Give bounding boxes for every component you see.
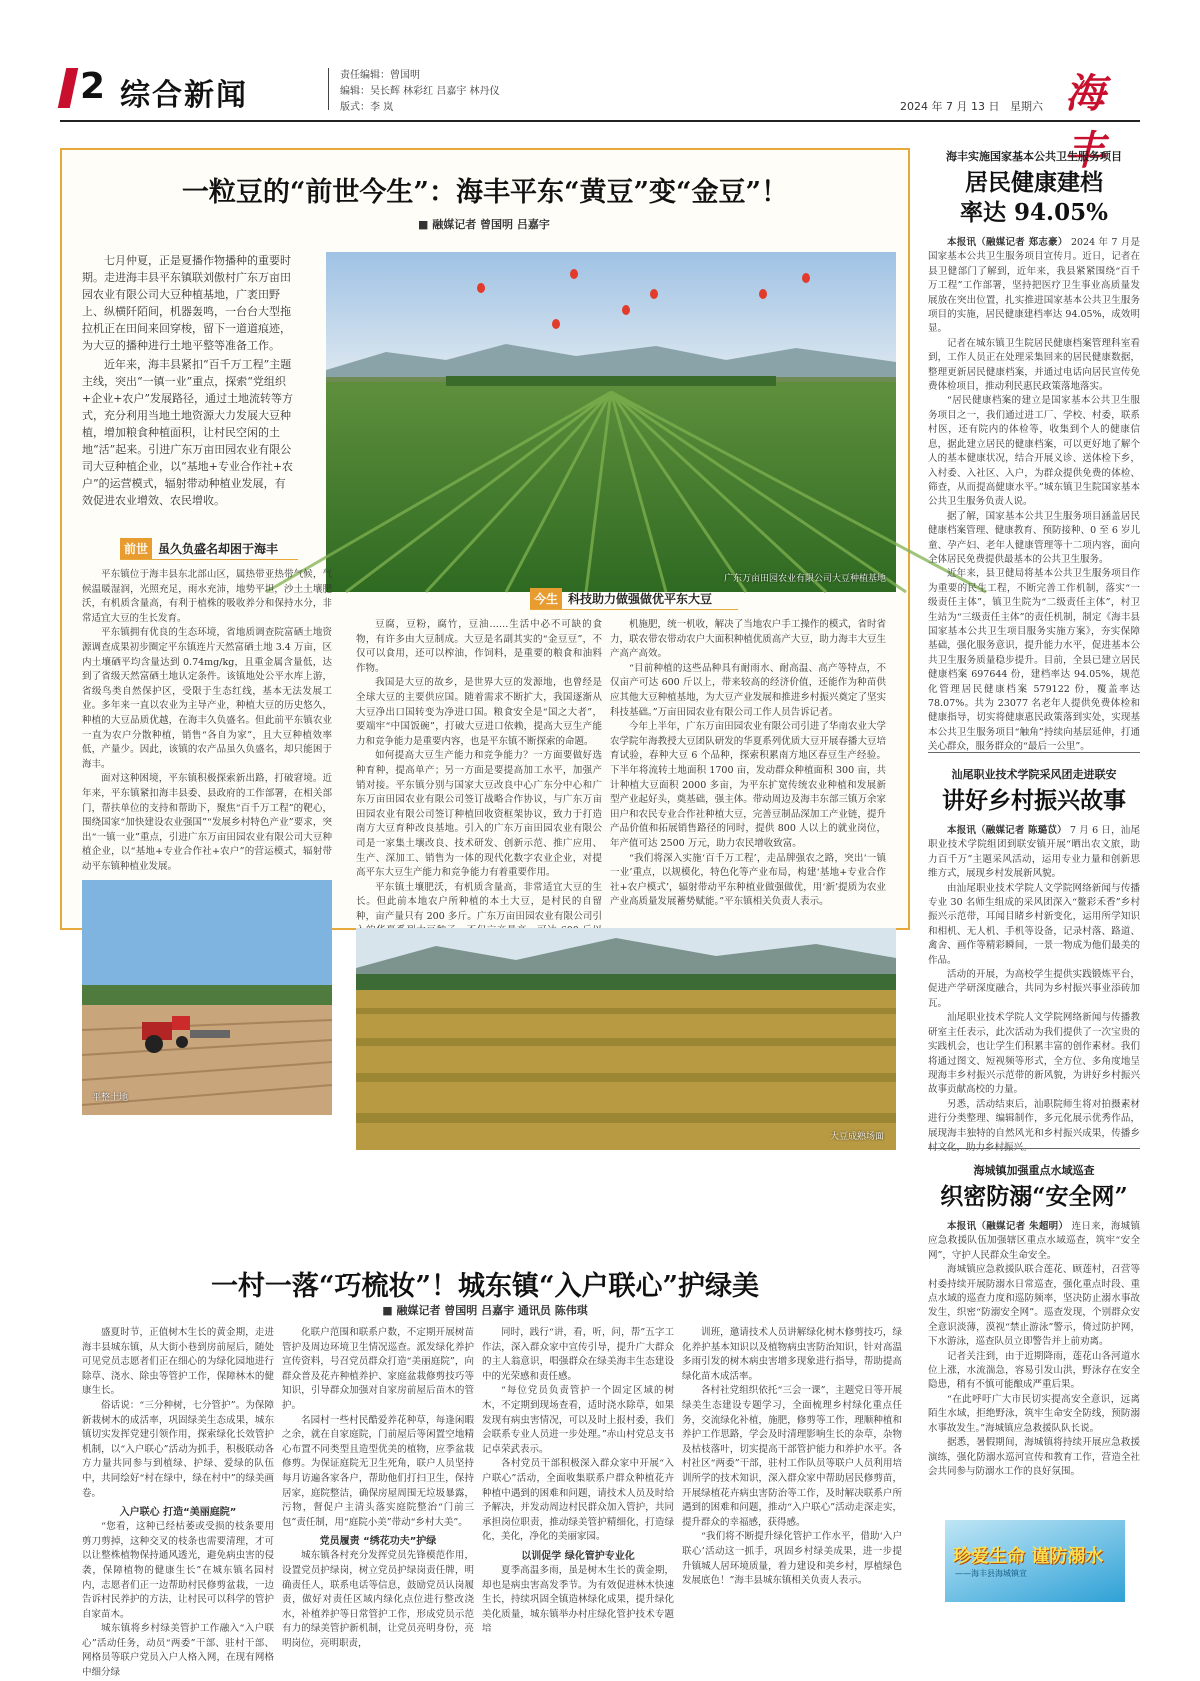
credit-line: 责任编辑：曾国明 xyxy=(340,70,420,81)
banner-subtitle: ——海丰县海城镇宣 xyxy=(955,1569,1027,1578)
story-byline: 本报讯（融媒记者 陈璐苡） xyxy=(947,825,1067,836)
story-byline: 本报讯（融媒记者 朱超明） xyxy=(947,1221,1069,1232)
story-body xyxy=(928,236,1140,772)
paragraph: “在此呼吁广大市民切实提高安全意识，远离陌生水域，拒绝野泳，筑牢生命安全防线，预防溺水事故发生。”海城镇应急救援队队长说。 xyxy=(928,1393,1140,1434)
paragraph: 平东镇位于海丰县东北部山区，属热带亚热带气候，气候温暖湿润，光照充足，雨水充沛，地势平坦，沙土土壤肥沃，有机质含量高，有利于植株的吸收养分和保持水分，非常适宜大豆的生长发育。 xyxy=(82,569,332,624)
paragraph: “目前种植的这些品种具有耐雨水、耐高温、高产等特点，不仅亩产可达 600 斤以上，带来较高的经济价值，还能作为种苗供应其他大豆种植基地，为大豆产业发展和推进乡村振兴奠定了坚实科技基础。”万亩田园农业有限公司工作人员告诉记者。 xyxy=(610,662,886,718)
paragraph: 我国是大豆的故乡，是世界大豆的发源地，也曾经是全球大豆的主要供应国。随着需求不断扩大，我国逐渐从大豆净出口国转变为净进口国。粮食安全是“国之大者”，要端牢“中国饭碗”，打破大豆进口依赖，提高大豆生产能力和竞争能力是重要内容，也是平东镇不断探索的命题。 xyxy=(356,677,602,747)
section-heading: 党员履责 “绣花功夫”护绿 xyxy=(319,1536,437,1548)
lead-story-title: 一粒豆的“前世今生”：海丰平东“黄豆”变“金豆”！ xyxy=(181,177,789,208)
headline-line: 率达 94.05% xyxy=(960,199,1108,226)
subhead-title: 科技助力做强做优平东大豆 xyxy=(568,592,713,606)
paragraph: 汕尾职业技术学院人文学院网络新闻与传播教研室主任表示，此次活动为我们提供了一次宝贵的实践机会，也让学生们积累丰富的创作素材。我们将通过图文、短视频等形式，全方位、多角度地呈现海丰乡村振兴示范带的新风貌，为讲好乡村振兴故事贡献高校的力量。 xyxy=(928,1012,1140,1096)
paragraph: 各村党员干部积极深入群众家中开展“入户联心”活动，全面收集联系户群众种植花卉种植中遇到的困难和问题，请技术人员及时给予解决，并发动周边村民群众加入管护，共同承担岗位职责，推动绿美管护精细化，打造绿化，美化，净化的美丽家园。 xyxy=(482,1458,674,1543)
drowning-safety-banner xyxy=(945,1520,1125,1602)
photo-caption: 大豆成熟场面 xyxy=(829,1132,884,1142)
headline-line: 居民健康建档 xyxy=(965,169,1103,196)
paragraph: 活动的开展，为高校学生提供实践锻炼平台，促进产学研深度融合，共同为乡村振兴事业添砖加瓦。 xyxy=(928,969,1140,1009)
soybean-base-photo xyxy=(326,252,896,592)
headline-line: 讲好乡村振兴故事 xyxy=(942,787,1126,814)
paragraph: 俗话说：“三分种树，七分管护”。为保障新栽树木的成活率，巩固绿美生态成果，城东镇切实发挥党建引领作用，探索绿化长效管护机制，以“入户联心”活动为抓手，积极联动各方力量共同参与到植绿、护绿、爱绿的队伍中，共同绘好“村在绿中，绿在村中”的绿美画卷。 xyxy=(82,1399,274,1499)
paragraph: 同时，践行“讲，看，听，问，帮”五字工作法，深入群众家中宣传引导，提升广大群众的主人翁意识，唱强群众在绿美海丰生态建设中的光荣感和责任感。 xyxy=(482,1327,674,1382)
paragraph: “每位党员负责管护一个固定区域的树木，不定期到现场查看，适时浇水除草，如果发现有病虫害情况，可以及时上报村委，我们会联系专业人员进一步处理。”赤山村党总支书记卓荣武表示。 xyxy=(482,1385,674,1455)
story-kicker: 汕尾职业技术学院采风团走进联安 xyxy=(951,768,1117,781)
paragraph: 化联户范围和联系户数，不定期开展树苗管护及周边环境卫生情况巡查。派发绿化养护宣传资料，号召党员群众打造“美丽庭院”，向群众普及花卉种植养护、家庭盆栽修剪技巧等知识，引导群众加强对自家房前屋后苗木的管护。 xyxy=(282,1327,474,1411)
second-col-2 xyxy=(282,1326,474,1652)
story-headline xyxy=(928,786,1140,816)
section-heading: 以训促学 绿化管护专业化 xyxy=(521,1550,635,1562)
editor-credits xyxy=(340,68,500,116)
paragraph: 机施肥，统一机收，解决了当地农户手工操作的模式，省时省力，联农带农带动农户大面积种植优质高产大豆，助力海丰大豆生产高产高效。 xyxy=(610,619,886,660)
subhead-past xyxy=(120,538,298,560)
paragraph: 连日来，海城镇应急救援队伍加强辖区重点水域巡查，筑牢“安全网”，守护人民群众生命安全。 xyxy=(928,1221,1140,1261)
paragraph: 训班，邀请技术人员讲解绿化树木修剪技巧，绿化养护基本知识以及植物病虫害防治知识，针对高温多雨引发的树木病虫害增多现象进行指导，帮助提高绿化苗木成活率。 xyxy=(682,1327,902,1382)
paragraph: 由汕尾职业技术学院人文学院网络新闻与传播专业 30 名师生组成的采风团深入“鳌彩禾香”乡村振兴示范带，耳闻目睹乡村新变化，运用所学知识和相机、无人机、手机等设备，记录村落、路道、禽舍、画作等精彩瞬间，一景一物成为他们最美的作品。 xyxy=(928,882,1140,966)
subhead-title: 虽久负盛名却困于海丰 xyxy=(158,542,279,556)
tractor-photo xyxy=(82,880,332,1115)
photo-caption: 平整土地 xyxy=(92,1093,129,1103)
paragraph: 盛夏时节，正值树木生长的黄金期，走进海丰县城东镇，从大街小巷到房前屋后，随处可见党员志愿者们正在细心的为绿化园地进行除草、浇水、除虫等管护工作，保障林木的健康生长。 xyxy=(82,1327,274,1397)
paragraph: 平东镇拥有优良的生态环境，省地质调查院富硒土地资源调查成果初步圈定平东镇连片天然富硒土地 3.4 万亩，区内土壤硒平均含量达到 0.74mg/kg，且重金属含量低，达到了省级天然富硒土地认定条件。该镇地处公平水库上游，省级鸟类自然保护区，受限于生态红线，基本无法发展工业。多年来一直以农业为主导产业，种植大豆的历史悠久，种植的大豆品质优越，在海丰久负盛名。但此前平东镇农业一直为农户分散种植，销售“各自为家”，且大豆种植效率低，产量少。因此，该镇的农产品虽久负盛名，却只能困于海丰。 xyxy=(82,627,332,770)
story-body xyxy=(928,1220,1140,1530)
drowning-prevention-story xyxy=(928,1162,1140,1530)
paragraph: 今年上半年，广东万亩田园农业有限公司引进了华南农业大学农学院年海教授大豆团队研发的华夏系列优质大豆开展春播大豆培育试验，春种大豆 6 个品种，探索积累南方地区春豆生产经验。下半年将流转土地面积 1700 亩，发动群众种植面积 300 亩，共计种植大豆面积 2000 多亩，为平东扩宽传统农业种植和发展新型产业起好头，奠基础，强主体。带动周边及海丰东部三镇万余家田户和农民专业合作社种植大豆，完善豆制品深加工产业链，提升产品价值和拓展销售路径的同时，提供 800 人以上的就业岗位，年产值可达 2500 万元，助力农民增收致富。 xyxy=(610,721,886,849)
headline-line: 织密防溺“安全网” xyxy=(940,1183,1128,1210)
paragraph: 海城镇应急救援队联合莲花、顾莲村，召营等村委持续开展防溺水日常巡查，强化重点时段、重点水域的巡查力度和巡防频率，坚决防止溺水事故发生，织密“防溺安全网”。巡查发现，个别群众安全意识淡薄，漠视“禁止游泳”警示，倚过防护网，下水游泳，巡查队员立即警告并上前劝离。 xyxy=(928,1264,1140,1348)
paragraph: 如何提高大豆生产能力和竞争能力？一方面要做好选种育种，提高单产；另一方面是要提高加工水平，加强产销对接。平东镇分别与国家大豆改良中心广东分中心和广东万亩田园农业有限公司签订战略合作协议，与广东万亩田园农业有限公司签订种植回收资框架协议，致力于打造南方大豆育种改良基地。引入的广东万亩田园农业有限公司是一家集土壤改良、技术研发、创新示范、推广应用、生产、深加工、销售为一体的现代化数字农业企业，对提高平东大豆生产能力和竞争能力有着重要作用。 xyxy=(356,750,602,879)
second-story-byline: ■ 融媒记者 曾国明 吕嘉宇 通讯员 陈伟琪 xyxy=(382,1304,588,1317)
story-kicker: 海丰实施国家基本公共卫生服务项目 xyxy=(946,150,1122,163)
story-byline: 本报讯（融媒记者 郑志豪） xyxy=(947,237,1068,248)
story-body xyxy=(928,824,1140,1156)
section-title: 综合新闻 xyxy=(120,78,248,113)
lead-col-1 xyxy=(82,568,332,872)
health-record-story xyxy=(928,148,1140,772)
section-heading: 入户联心 打造“美丽庭院” xyxy=(119,1507,237,1519)
paragraph: 7 月 6 日，汕尾职业技术学院组团到联安镇开展“晒出农文旅，助力百千万”主题采风活动，运用专业力量和创新思维方式，展现乡村发展新风貌。 xyxy=(928,825,1140,880)
paragraph: 豆腐，豆粉，腐竹，豆油……生活中必不可缺的食物，有许多由大豆制成。大豆是名副其实的“金豆豆”，不仅可以食用，还可以榨油，作饲料，是重要的粮食和油料作物。 xyxy=(356,619,602,674)
credit-line: 编辑：吴长辉 林彩红 吕嘉宇 林丹仪 xyxy=(340,86,500,97)
paragraph: 2024 年 7 月是国家基本公共卫生服务项目宣传月。近日，记者在县卫健部门了解到，近年来，我县紧紧围绕“百千万工程”工作部署，坚持把医疗卫生事业高质量发展放在突出位置，扎实推进国家基本公共卫生服务项目的实施，居民健康建档率达 94.05%，成效明显。 xyxy=(928,237,1141,335)
paragraph: 据了解，国家基本公共卫生服务项目涵盖居民健康档案管理、健康教育、预防接种、0 至 6 岁儿童、孕产妇、老年人健康管理等十二项内容，面向全体居民免费提供最基本的公共卫生服务。 xyxy=(928,510,1140,565)
mature-soybean-photo xyxy=(356,928,896,1150)
header-rule xyxy=(60,120,1140,122)
paragraph: 近年来，县卫健局将基本公共卫生服务项目作为重要的民生工程，不断完善工作机制，落实“一级责任主体”，镇卫生院为“二级责任主体”，村卫生站为“三级责任主体”的责任机制，制定《海丰县国家基本公共卫生项目服务实施方案》，夯实保障基础，强化服务意识，提升能力水平，促进基本公共卫生服务质量稳步提升。目前，全县已建立居民健康档案 697644 份，建档率达 94.05%，规范化管理居民健康档案 579122 份，覆盖率达 78.07%。共为 23077 名老年人提供免费体检和健康指导，切实将健康惠民政策落到实处，实现基本公共卫生服务项目“触角”持续向基层延伸，打通关心群众，服务群众的“最后一公里”。 xyxy=(928,568,1140,753)
section-marker xyxy=(58,68,79,108)
credit-line: 版式：李 岚 xyxy=(340,102,394,113)
lead-story-byline: ■ 融媒记者 曾国明 吕嘉宇 xyxy=(418,218,550,231)
subhead-tag: 今生 xyxy=(530,588,562,609)
divider xyxy=(928,1148,1140,1149)
paragraph: “居民健康档案的建立是国家基本公共卫生服务项目之一，我们通过进工厂、学校、村委，联系村医，还有院内的体检等，收集到个人的健康信息，据此建立居民的健康档案，可以更好地了解个人的基本健康状况，结合开展义诊、送体检下乡，入村委、入社区、入户，为群众提供免费的体检、筛查，从而提高健康水平。”城东镇卫生院国家基本公共卫生服务负责人说。 xyxy=(928,395,1140,508)
photo-caption: 广东万亩田园农业有限公司大豆种植基地 xyxy=(723,574,886,584)
paragraph: “我们将深入实施‘百千万工程’，走品牌强农之路，突出‘一镇一业’重点，以规模化，特色化等产业布局，构建‘基地+专业合作社+农户模式’，辐射带动平东种植业做强做优，用‘新’提质为农业产业高质量发展蓄势赋能。”平东镇相关负责人表示。 xyxy=(610,852,886,908)
subhead-present xyxy=(530,588,738,610)
issue-weekday: 星期六 xyxy=(1010,100,1043,113)
paragraph: 面对这种困境，平东镇积极探索新出路，打破窘境。近年来，平东镇紧扣海丰县委、县政府的工作部署，在相关部门，帮扶单位的支持和帮助下，聚焦“百千万工程”的靶心，围绕国家“加快建设农业强国”“发展乡村特色产业”要求，突出“一镇一业”重点，引进广东万亩田园农业有限公司大豆种植企业，以“基地+专业合作社+农户”的营运模式，辐射带动平东镇种植业发展。 xyxy=(82,773,332,872)
page-number: 2 xyxy=(80,66,106,107)
banner-slogan: 珍爱生命 谨防溺水 xyxy=(953,1546,1104,1567)
paragraph: 据悉，暑假期间，海城镇将持续开展应急救援演练，强化防溺水巡河宣传和教育工作，营造全社会共同参与防溺水工作的良好氛围。 xyxy=(928,1437,1140,1477)
paragraph: 夏季高温多雨，虽是树木生长的黄金期，却也是病虫害高发季节。为有效促进林木快速生长，持续巩固全镇造林绿化成果，提升绿化美化质量，城东镇举办村庄绿化管护技术专题培 xyxy=(482,1564,674,1635)
paragraph: 记者关注到，由于近期降雨，莲花山各河道水位上涨，水流湍急，容易引发山洪，野泳存在安全隐患，稍有不慎可能酿成严重后果。 xyxy=(928,1350,1140,1391)
subhead-tag: 前世 xyxy=(120,538,152,559)
paragraph: 平东镇土壤肥沃，有机质含量高，非常适宜大豆的生长。但此前本地农户所种植的本土大豆，是村民的自留种，亩产量只有 200 多斤。广东万亩田园农业有限公司引 xyxy=(356,881,602,922)
lead-col-3 xyxy=(610,618,886,918)
story-kicker: 海城镇加强重点水域巡查 xyxy=(973,1164,1095,1177)
divider xyxy=(328,68,329,110)
second-col-1 xyxy=(82,1326,274,1679)
issue-date: 2024 年 7 月 13 日 xyxy=(900,100,1000,113)
paragraph: 记者在城东镇卫生院居民健康档案管理科室看到，工作人员正在处理采集回来的居民健康数据，整理更新居民健康档案，并通过电话向居民宣传免费体检项目，推动利民惠民政策落地落实。 xyxy=(928,337,1140,393)
paragraph: 另悉，活动结束后，汕职院师生将对拍摄素材进行分类整理、编辑制作，多元化展示优秀作品，展现海丰独特的自然风光和乡村振兴成果，传播乡 xyxy=(928,1098,1140,1139)
paragraph: 名园村一些村民酷爱养花种草，每逢闲暇之余，就在自家庭院，门前屋后等闲置空地精心布置不同类型且造型优美的植物，应季盆栽修剪。为保证庭院无卫生死角，联户人员坚持每月访遍各家各户，帮助他们打扫卫生，保持居家，庭院整洁，确保房屋周围无垃圾暴露，污物，督促户主清头落实庭院整治“门前三包”责任制，用“庭院小美”带动“乡村大美”。 xyxy=(282,1414,474,1528)
divider xyxy=(928,752,1140,753)
story-headline xyxy=(928,168,1140,228)
shanwei-story xyxy=(928,766,1140,1156)
paragraph: “我们将不断提升绿化管护工作水平，借助‘入户联心’活动这一抓手，巩固乡村绿美成果，进一步提升镇城人居环境质量，着力建设和美乡村，厚植绿色发展底色！”海丰县城东镇相关负责人表示。 xyxy=(682,1531,902,1587)
lead-col-2 xyxy=(356,618,602,922)
paragraph: “您看，这种已经枯萎或受损的枝条要用剪刀剪掉，这种交叉的枝条也需要清理，才可以让整株植物保持通风透光，避免病虫害的侵袭，保障植物的健康生长”在城东镇名园村内，志愿者们正一边帮助村民修剪盆栽，一边告诉村民养护的方法，让村民可以科学的管护自家苗木。 xyxy=(82,1521,274,1620)
second-story-title: 一村一落“巧梳妆”！城东镇“入户联心”护绿美 xyxy=(210,1271,760,1302)
paragraph: 城东镇将乡村绿美管护工作融入“入户联心”活动任务，动员“两委”干部、驻村干部、网格员等联户党员入户人格入网，在现有网格中细分绿 xyxy=(82,1623,274,1679)
paragraph: 城东镇各村充分发挥党员先锋模范作用，设置党员护绿岗，树立党员护绿岗责任牌，明确责任人，联系电话等信息，鼓励党员认岗履责，做好对责任区域内绿化点位进行整改浇水，补植养护等日常管护工作，形成党员示范有力的绿美管护新机制，让党员亮明身份，亮明岗位，亮明职责， xyxy=(282,1550,474,1649)
intro-paragraph: 七月仲夏，正是夏播作物播种的重要时期。走进海丰县平东镇联刘傲村广东万亩田园农业有限公司大豆种植基地，广袤田野上、纵横阡陌间，机器轰鸣，一台台大型拖拉机正在田间来回穿梭，留下一道道痕迹，为大豆的播种进行土地平整等准备工作。 xyxy=(82,254,291,352)
second-col-4 xyxy=(682,1326,902,1652)
paragraph: 各村社党组织依托“三会一课”，主题党日等开展绿美生态建设专题学习，全面梳理乡村绿化重点任务，交流绿化补植，施肥，修剪等工作，理顺种植和养护工作思路，学会及时清理影响生长的杂草，杂物及枯枝落叶，切实提高干部管护能力和养护水平。各村社区“两委”干部，驻村工作队员等联户人员利用培训所学的技术知识，深入群众家中帮助居民修剪苗，开展绿植花卉病虫害防治等工作，及时解决联系户所遇到的困难和问题，推动“入户联心”活动走深走实，提升群众的幸福感，获得感。 xyxy=(682,1385,902,1528)
story-headline xyxy=(928,1182,1140,1212)
lead-story-intro xyxy=(82,252,294,517)
second-col-3 xyxy=(482,1326,674,1652)
newspaper-logo: 海丰 xyxy=(1065,70,1109,174)
intro-paragraph: 近年来，海丰县紧扣“百千万工程”主题主线，突出“一镇一业”重点，探索“党组织+企业+农户”发展路径，通过土地流转等方式，充分利用当地土地资源大力发展大豆种植，增加粮食种植面积，让村民空闲的土地“活”起来。引进广东万亩田园农业有限公司大豆种植企业，以“基地+专业合作社+农户”的运营模式，辐射带动种植业发展，有效促进农业增效、农民增收。 xyxy=(82,358,294,507)
